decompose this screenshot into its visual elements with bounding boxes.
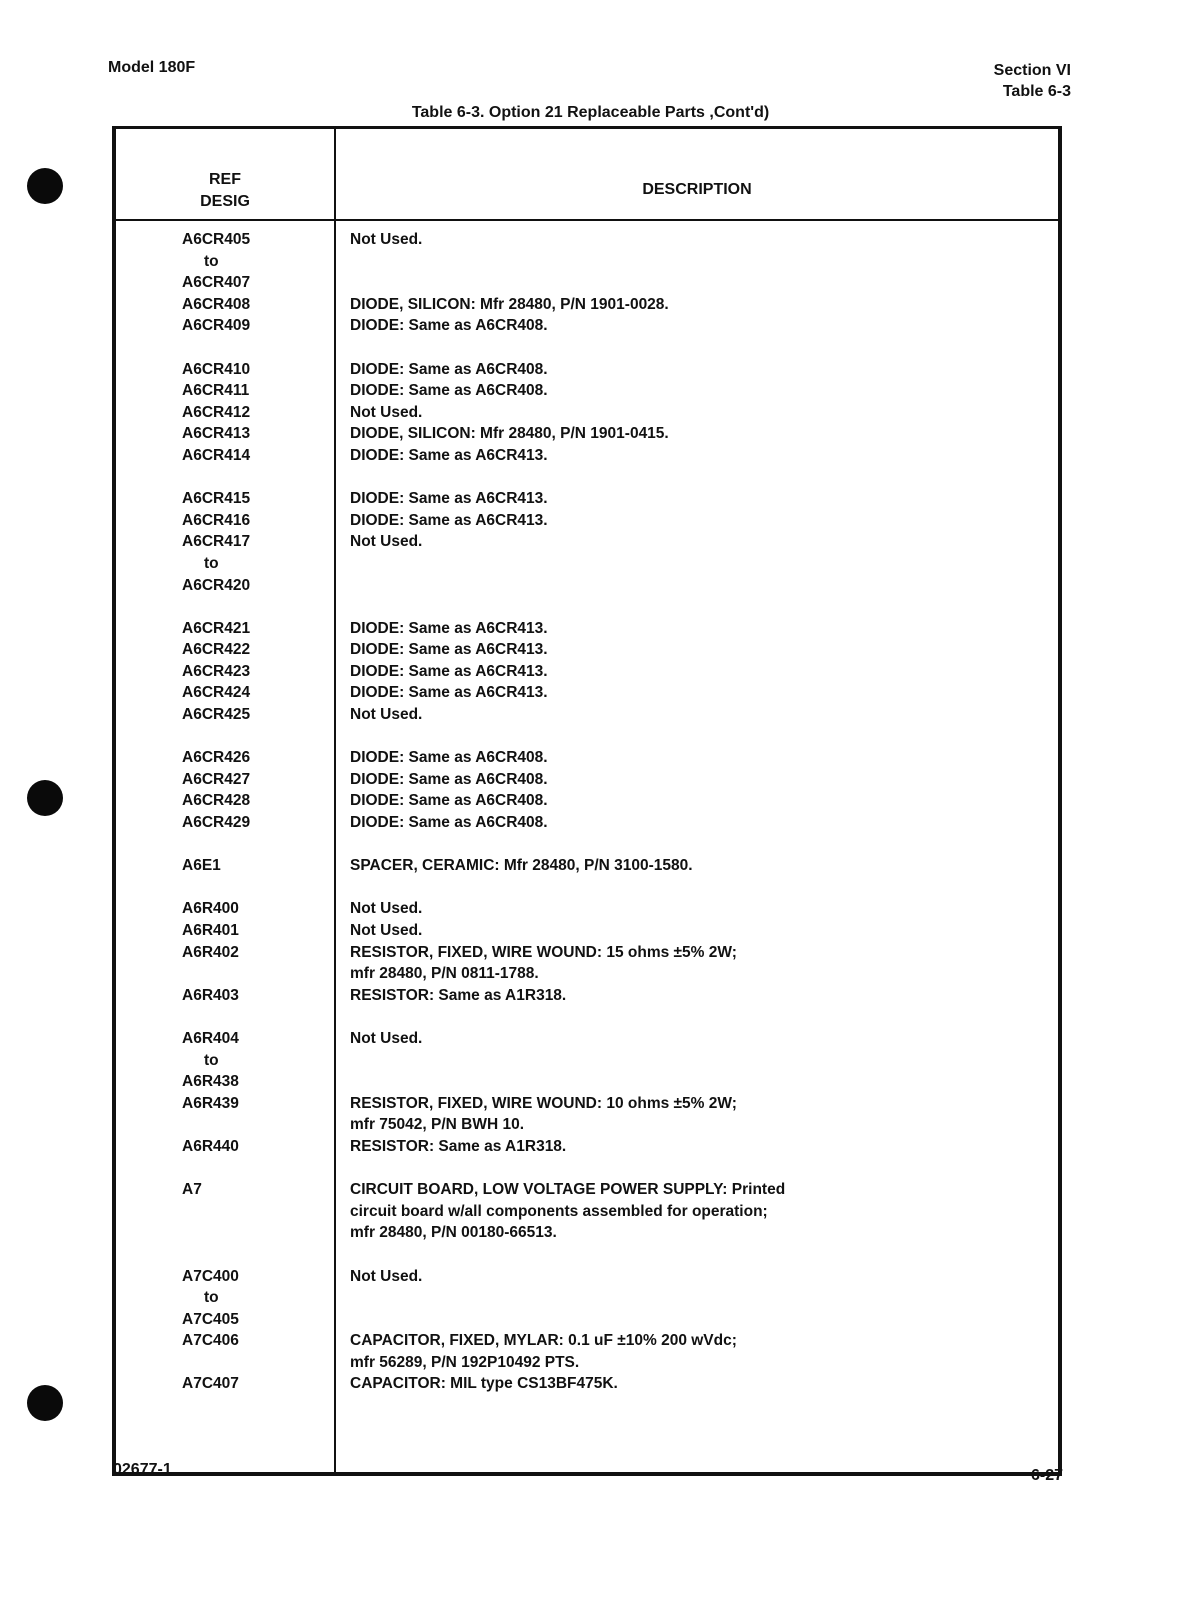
table-row xyxy=(116,618,1058,640)
ref-desig-line: A6CR421 xyxy=(182,619,251,637)
description-cell xyxy=(334,985,566,1007)
table-row xyxy=(116,402,1058,424)
section-label: Section VI xyxy=(993,62,1071,79)
ref-desig-cell xyxy=(116,380,334,402)
ref-desig-line: A6CR407 xyxy=(182,274,251,292)
description-line: RESISTOR: Same as A1R318. xyxy=(350,986,567,1004)
description-cell xyxy=(334,639,548,661)
ref-desig-line: A6CR411 xyxy=(182,382,250,400)
ref-desig-line: A6CR416 xyxy=(182,511,251,529)
table-row xyxy=(116,1028,1058,1093)
ref-desig-line: A6CR426 xyxy=(182,749,251,767)
ref-desig-cell xyxy=(116,985,334,1007)
ref-desig-line: A6CR424 xyxy=(182,684,251,702)
description-cell xyxy=(334,898,422,920)
row-spacer xyxy=(116,877,1058,899)
ref-desig-cell xyxy=(116,359,334,381)
table-title: Table 6-3. Option 21 Replaceable Parts ,Cont'd) xyxy=(411,104,770,121)
table-row xyxy=(116,898,1058,920)
description-line: DIODE: Same as A6CR408. xyxy=(350,317,548,335)
table-ref-label: Table 6-3 xyxy=(1002,83,1071,100)
ref-desig-line: A6CR423 xyxy=(182,662,251,680)
description-line: DIODE, SILICON: Mfr 28480, P/N 1901-0415. xyxy=(350,425,669,443)
header-rule xyxy=(116,219,1058,221)
ref-desig-cell xyxy=(116,315,334,337)
ref-desig-line: A6CR412 xyxy=(182,403,251,421)
description-line: DIODE, SILICON: Mfr 28480, P/N 1901-0028. xyxy=(350,295,669,313)
ref-desig-cell xyxy=(116,488,334,510)
ref-desig-cell xyxy=(116,1093,334,1136)
ref-desig-line: A7 xyxy=(182,1181,202,1199)
description-cell xyxy=(334,531,422,596)
table-row xyxy=(116,294,1058,316)
ref-desig-line: A6CR429 xyxy=(182,814,251,832)
description-line: SPACER, CERAMIC: Mfr 28480, P/N 3100-1580. xyxy=(350,857,693,875)
description-cell xyxy=(334,488,548,510)
description-line: RESISTOR, FIXED, WIRE WOUND: 15 ohms ±5% 2W; xyxy=(350,943,737,961)
description-line: CAPACITOR: MIL type CS13BF475K. xyxy=(350,1375,618,1393)
row-spacer xyxy=(116,596,1058,618)
binder-hole xyxy=(27,168,63,204)
description-line: DIODE: Same as A6CR413. xyxy=(350,662,548,680)
description-cell xyxy=(334,682,548,704)
row-spacer xyxy=(116,467,1058,489)
ref-desig-cell xyxy=(116,1028,334,1093)
table-row xyxy=(116,488,1058,510)
description-cell xyxy=(334,790,548,812)
description-cell xyxy=(334,359,548,381)
ref-desig-line: to xyxy=(204,554,219,572)
ref-desig-line: A6CR422 xyxy=(182,641,251,659)
ref-desig-line: A6R402 xyxy=(182,943,239,961)
description-line: Not Used. xyxy=(350,533,423,551)
table-row xyxy=(116,380,1058,402)
description-line: DIODE: Same as A6CR408. xyxy=(350,382,548,400)
ref-desig-cell xyxy=(116,769,334,791)
table-body xyxy=(116,229,1058,1395)
ref-desig-line: A6E1 xyxy=(182,857,221,875)
description-line: CAPACITOR, FIXED, MYLAR: 0.1 uF ±10% 200 wVdc; xyxy=(350,1332,737,1350)
ref-desig-cell xyxy=(116,423,334,445)
ref-desig-cell xyxy=(116,229,334,294)
ref-desig-cell xyxy=(116,294,334,316)
table-row xyxy=(116,315,1058,337)
ref-desig-line: A7C405 xyxy=(182,1310,239,1328)
table-row xyxy=(116,769,1058,791)
description-cell xyxy=(334,1330,737,1373)
table-row xyxy=(116,1266,1058,1331)
ref-desig-cell xyxy=(116,618,334,640)
description-line: Not Used. xyxy=(350,403,423,421)
description-cell xyxy=(334,1028,422,1093)
binder-hole xyxy=(27,780,63,816)
ref-desig-line: A7C400 xyxy=(182,1267,239,1285)
ref-desig-line: A6CR428 xyxy=(182,792,251,810)
description-cell xyxy=(334,380,548,402)
description-line: DIODE: Same as A6CR413. xyxy=(350,684,548,702)
description-cell xyxy=(334,855,693,877)
description-line: DIODE: Same as A6CR408. xyxy=(350,749,548,767)
table-row xyxy=(116,747,1058,769)
description-cell xyxy=(334,1373,618,1395)
ref-header-line1: REF xyxy=(209,171,241,188)
binder-hole xyxy=(27,1385,63,1421)
ref-desig-line: A6R438 xyxy=(182,1073,239,1091)
ref-desig-line: A6CR414 xyxy=(182,446,251,464)
description-cell xyxy=(334,294,669,316)
description-line: RESISTOR, FIXED, WIRE WOUND: 10 ohms ±5% 2W; xyxy=(350,1094,737,1112)
description-cell xyxy=(334,1136,566,1158)
ref-desig-line: A6CR408 xyxy=(182,295,251,313)
description-line: Not Used. xyxy=(350,231,423,248)
description-cell xyxy=(334,769,548,791)
ref-desig-cell xyxy=(116,747,334,769)
description-line: DIODE: Same as A6CR408. xyxy=(350,792,548,810)
table-row xyxy=(116,1330,1058,1373)
description-cell xyxy=(334,423,669,445)
table-row xyxy=(116,661,1058,683)
ref-desig-cell xyxy=(116,920,334,942)
description-cell xyxy=(334,920,422,942)
description-cell xyxy=(334,942,737,985)
ref-desig-line: A6R400 xyxy=(182,900,239,918)
description-cell xyxy=(334,747,548,769)
description-line: mfr 56289, P/N 192P10492 PTS. xyxy=(350,1353,580,1371)
description-cell xyxy=(334,402,422,424)
table-row xyxy=(116,1093,1058,1136)
ref-desig-line: to xyxy=(204,1289,219,1307)
table-row xyxy=(116,639,1058,661)
model-label: Model 180F xyxy=(108,59,196,76)
description-line: RESISTOR: Same as A1R318. xyxy=(350,1137,567,1155)
ref-desig-cell xyxy=(116,704,334,726)
ref-desig-line: A6R440 xyxy=(182,1137,239,1155)
ref-desig-cell xyxy=(116,1373,334,1395)
description-cell xyxy=(334,704,422,726)
ref-desig-cell xyxy=(116,942,334,985)
page-number: 6-27 xyxy=(1030,1467,1063,1484)
description-line: DIODE: Same as A6CR413. xyxy=(350,619,548,637)
ref-desig-cell xyxy=(116,1330,334,1373)
description-line: mfr 28480, P/N 0811-1788. xyxy=(350,965,539,983)
description-line: mfr 75042, P/N BWH 10. xyxy=(350,1116,525,1134)
description-line: DIODE: Same as A6CR413. xyxy=(350,446,548,464)
ref-desig-line: to xyxy=(204,252,219,270)
table-row xyxy=(116,531,1058,596)
ref-desig-line: A6CR427 xyxy=(182,770,251,788)
description-cell xyxy=(334,1093,737,1136)
description-line: Not Used. xyxy=(350,900,423,918)
ref-desig-line: to xyxy=(204,1051,219,1069)
ref-desig-line: A7C406 xyxy=(182,1332,239,1350)
description-cell xyxy=(334,1266,422,1331)
table-row xyxy=(116,423,1058,445)
description-line: DIODE: Same as A6CR408. xyxy=(350,814,548,832)
ref-desig-cell xyxy=(116,1266,334,1331)
ref-desig-cell xyxy=(116,402,334,424)
ref-desig-line: A6CR413 xyxy=(182,425,251,443)
description-cell xyxy=(334,315,548,337)
description-cell xyxy=(334,510,548,532)
table-row xyxy=(116,682,1058,704)
ref-desig-line: A6CR415 xyxy=(182,490,251,508)
ref-desig-line: A6CR417 xyxy=(182,533,251,551)
description-line: Not Used. xyxy=(350,1267,423,1285)
row-spacer xyxy=(116,726,1058,748)
ref-desig-cell xyxy=(116,1179,334,1244)
ref-desig-cell xyxy=(116,790,334,812)
table-row xyxy=(116,942,1058,985)
description-line: mfr 28480, P/N 00180-66513. xyxy=(350,1224,557,1242)
ref-desig-line: A6R403 xyxy=(182,986,239,1004)
ref-desig-line: A6R401 xyxy=(182,922,239,939)
row-spacer xyxy=(116,1158,1058,1180)
description-line: DIODE: Same as A6CR413. xyxy=(350,511,548,529)
description-cell xyxy=(334,661,548,683)
ref-desig-cell xyxy=(116,510,334,532)
ref-header-line2: DESIG xyxy=(200,193,250,210)
table-row xyxy=(116,812,1058,834)
description-header: DESCRIPTION xyxy=(642,181,752,198)
ref-desig-line: A6CR425 xyxy=(182,706,251,724)
row-spacer xyxy=(116,1006,1058,1028)
ref-desig-cell xyxy=(116,855,334,877)
description-cell xyxy=(334,1179,785,1244)
ref-desig-cell xyxy=(116,812,334,834)
ref-desig-line: A6CR410 xyxy=(182,360,251,378)
row-spacer xyxy=(116,1244,1058,1266)
description-line: Not Used. xyxy=(350,922,423,939)
ref-desig-line: A6R439 xyxy=(182,1094,239,1112)
table-row xyxy=(116,359,1058,381)
ref-desig-header xyxy=(116,169,334,213)
description-line: circuit board w/all components assembled for operation; xyxy=(350,1202,768,1220)
ref-desig-cell xyxy=(116,1136,334,1158)
description-line: Not Used. xyxy=(350,1029,423,1047)
description-cell xyxy=(334,445,548,467)
table-row xyxy=(116,855,1058,877)
ref-desig-cell xyxy=(116,661,334,683)
ref-desig-cell xyxy=(116,639,334,661)
ref-desig-cell xyxy=(116,898,334,920)
table-row xyxy=(116,229,1058,294)
document-number: 02677-1 xyxy=(113,1461,172,1478)
ref-desig-line: A6R404 xyxy=(182,1029,239,1047)
table-row xyxy=(116,510,1058,532)
row-spacer xyxy=(116,834,1058,856)
section-reference xyxy=(994,60,1071,102)
table-row xyxy=(116,1179,1058,1244)
table-row xyxy=(116,1373,1058,1395)
table-row xyxy=(116,790,1058,812)
parts-table xyxy=(112,126,1062,1476)
row-spacer xyxy=(116,337,1058,359)
description-cell xyxy=(334,812,548,834)
ref-desig-cell xyxy=(116,531,334,596)
ref-desig-line: A6CR405 xyxy=(182,231,251,248)
table-row xyxy=(116,445,1058,467)
table-row xyxy=(116,704,1058,726)
description-cell xyxy=(334,229,422,294)
description-line: DIODE: Same as A6CR413. xyxy=(350,641,548,659)
ref-desig-cell xyxy=(116,682,334,704)
ref-desig-line: A7C407 xyxy=(182,1375,239,1393)
table-row xyxy=(116,920,1058,942)
table-row xyxy=(116,1136,1058,1158)
ref-desig-line: A6CR409 xyxy=(182,317,251,335)
description-line: CIRCUIT BOARD, LOW VOLTAGE POWER SUPPLY: Printed xyxy=(350,1181,786,1199)
description-cell xyxy=(334,618,548,640)
description-line: DIODE: Same as A6CR408. xyxy=(350,770,548,788)
description-line: DIODE: Same as A6CR413. xyxy=(350,490,548,508)
description-line: DIODE: Same as A6CR408. xyxy=(350,360,548,378)
ref-desig-line: A6CR420 xyxy=(182,576,251,594)
table-row xyxy=(116,985,1058,1007)
ref-desig-cell xyxy=(116,445,334,467)
description-line: Not Used. xyxy=(350,706,423,724)
